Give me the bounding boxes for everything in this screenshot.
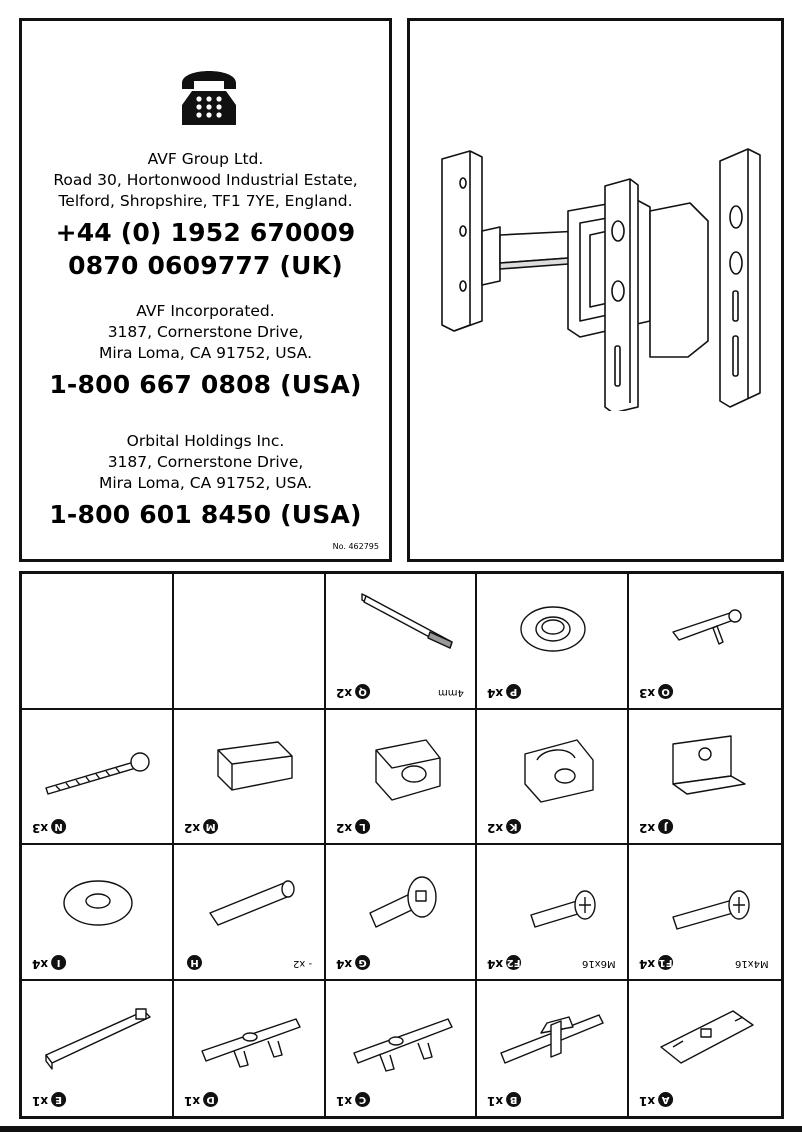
part-quantity: x2 [335, 821, 352, 835]
part-label [184, 819, 218, 835]
part-drawing [491, 991, 616, 1081]
contact-avf-group [22, 149, 389, 282]
company-name: Orbital Holdings Inc. [126, 432, 285, 450]
part-cell-f1 [629, 845, 781, 981]
address-line: Road 30, Hortonwood Industrial Estate, [53, 171, 358, 189]
phone-number: 0870 0609777 (UK) [68, 251, 343, 280]
part-quantity: x3 [639, 685, 656, 700]
part-cell-n [22, 710, 174, 846]
part-cell-c [326, 981, 478, 1117]
part-label [336, 1092, 370, 1108]
document-number: No. 462795 [332, 542, 379, 551]
company-name: AVF Incorporated. [136, 302, 275, 320]
part-quantity: x1 [32, 1094, 49, 1108]
part-drawing [36, 720, 161, 810]
part-quantity: x4 [487, 956, 504, 971]
part-label [32, 955, 66, 971]
part-drawing [491, 584, 616, 674]
phone-icon [180, 61, 238, 127]
phone-number: 1-800 667 0808 (USA) [49, 370, 362, 399]
part-drawing [643, 584, 768, 674]
part-quantity: x1 [335, 1094, 352, 1108]
contact-avf-inc [22, 301, 389, 401]
part-label [487, 819, 521, 835]
part-quantity: x4 [335, 956, 352, 971]
part-label [184, 1092, 218, 1108]
part-cell-l [326, 710, 478, 846]
part-drawing [36, 855, 161, 945]
parts-panel [19, 571, 784, 1119]
part-spec: - x2 [292, 957, 312, 969]
parts-grid [22, 574, 781, 1116]
part-letter-badge: J [658, 819, 673, 834]
part-letter-badge: I [51, 955, 66, 970]
part-letter-badge: L [355, 819, 370, 834]
address-line: 3187, Cornerstone Drive, [107, 453, 304, 471]
part-letter-badge: P [506, 684, 521, 699]
part-quantity: x2 [335, 685, 352, 700]
part-spec: M6x16 [581, 957, 616, 969]
part-cell-m [174, 710, 326, 846]
part-label [487, 1092, 521, 1108]
part-drawing [643, 720, 768, 810]
part-label [184, 955, 202, 971]
part-quantity: x2 [487, 821, 504, 835]
part-spec: 4mm [437, 686, 464, 698]
part-spec: M4x16 [735, 957, 769, 969]
part-drawing [491, 720, 616, 810]
part-letter-badge: N [51, 819, 66, 834]
part-letter-badge: F1 [658, 956, 673, 968]
part-quantity: x2 [183, 821, 200, 835]
phone-number: 1-800 601 8450 (USA) [49, 500, 362, 529]
company-name: AVF Group Ltd. [147, 150, 264, 168]
part-letter-badge: M [203, 819, 218, 834]
contact-orbital [22, 431, 389, 531]
part-drawing [491, 855, 616, 945]
part-drawing [643, 991, 768, 1081]
tv-wall-bracket-drawing [430, 131, 770, 411]
part-cell-q [326, 574, 478, 710]
part-label [487, 955, 521, 971]
bottom-rule [0, 1126, 802, 1132]
part-cell-d [174, 981, 326, 1117]
part-letter-badge: B [506, 1092, 521, 1107]
contact-panel [19, 18, 392, 562]
part-quantity: x3 [32, 821, 49, 835]
part-drawing [340, 720, 465, 810]
part-cell-e [22, 981, 174, 1117]
part-quantity: x1 [487, 1094, 504, 1108]
part-letter-badge: H [187, 955, 202, 970]
part-label [336, 819, 370, 835]
part-quantity: x2 [639, 821, 656, 835]
part-cell-o [629, 574, 781, 710]
address-line: Mira Loma, CA 91752, USA. [98, 344, 313, 362]
part-drawing [188, 991, 313, 1081]
part-drawing [188, 720, 313, 810]
part-drawing [188, 855, 313, 945]
part-letter-badge: O [658, 684, 673, 699]
address-line: 3187, Cornerstone Drive, [107, 323, 304, 341]
part-drawing [36, 584, 161, 674]
part-quantity: x1 [639, 1094, 656, 1108]
product-panel [407, 18, 784, 562]
part-label [336, 684, 370, 700]
part-drawing [340, 855, 465, 945]
part-cell-p [477, 574, 629, 710]
part-letter-badge: C [355, 1092, 370, 1107]
part-cell-h [174, 845, 326, 981]
part-letter-badge: E [51, 1092, 66, 1107]
part-cell-j [629, 710, 781, 846]
part-drawing [36, 991, 161, 1081]
part-cell-empty-0 [22, 574, 174, 710]
part-letter-badge: Q [355, 684, 370, 699]
part-letter-badge: G [355, 955, 370, 970]
part-cell-b [477, 981, 629, 1117]
part-drawing [188, 584, 313, 674]
part-quantity: x4 [639, 956, 656, 971]
part-label [32, 819, 66, 835]
part-label [639, 684, 673, 700]
part-quantity: x1 [183, 1094, 200, 1108]
address-line: Telford, Shropshire, TF1 7YE, England. [58, 192, 353, 210]
part-label [32, 1092, 66, 1108]
part-quantity: x4 [32, 956, 49, 971]
part-cell-a [629, 981, 781, 1117]
part-label [336, 955, 370, 971]
part-letter-badge: K [506, 819, 521, 834]
part-cell-f2 [477, 845, 629, 981]
part-label [639, 819, 673, 835]
address-line: Mira Loma, CA 91752, USA. [98, 474, 313, 492]
phone-number: +44 (0) 1952 670009 [55, 218, 356, 247]
part-drawing [340, 991, 465, 1081]
part-quantity: x4 [487, 685, 504, 700]
part-cell-i [22, 845, 174, 981]
part-letter-badge: F2 [507, 956, 521, 968]
part-cell-k [477, 710, 629, 846]
part-letter-badge: D [203, 1092, 218, 1107]
part-letter-badge: A [658, 1092, 673, 1107]
part-label [487, 684, 521, 700]
part-cell-g [326, 845, 478, 981]
part-drawing [340, 584, 465, 674]
part-cell-empty-1 [174, 574, 326, 710]
part-label [639, 955, 673, 971]
part-drawing [643, 855, 768, 945]
part-label [639, 1092, 673, 1108]
